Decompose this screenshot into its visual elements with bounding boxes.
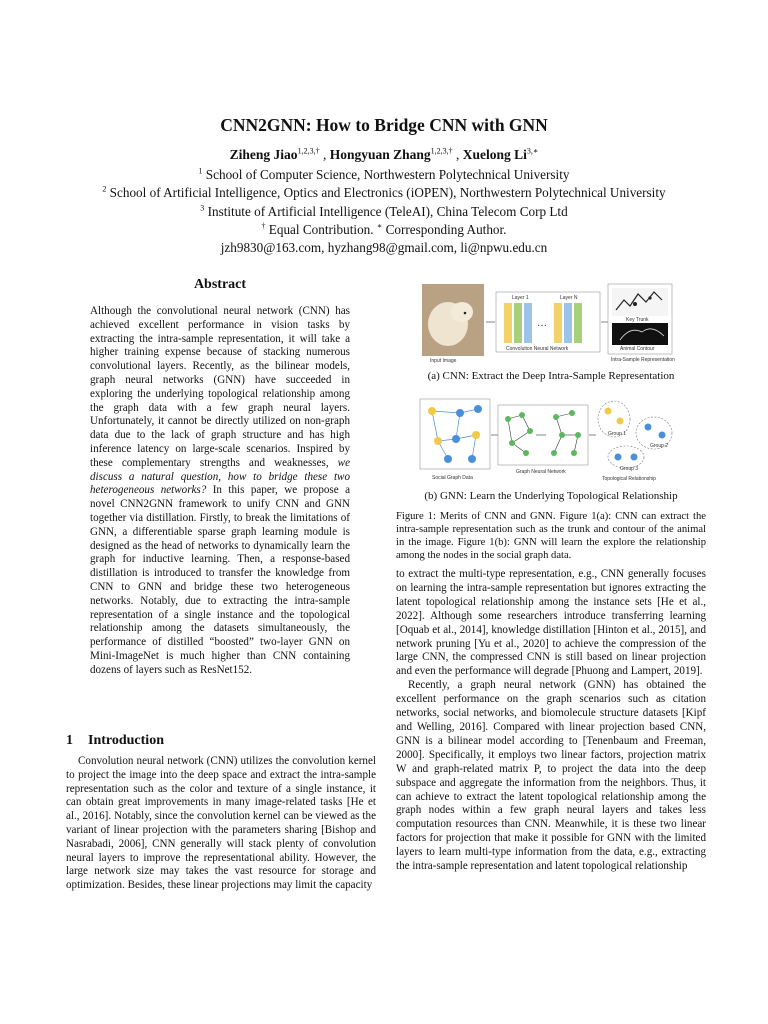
abstract-body (90, 305, 350, 678)
conv-layer (524, 303, 532, 343)
figure-1a (420, 280, 676, 366)
figure-1b-caption: (b) GNN: Learn the Underlying Topological Relationship (424, 490, 678, 502)
author-sup: 3,∗ (526, 146, 539, 156)
author-sep: , (319, 147, 330, 162)
star-mark: ∗ (376, 221, 383, 231)
topological-label: Topological Relationship (602, 476, 656, 482)
abstract-heading: Abstract (193, 277, 247, 292)
person-node-icon (444, 455, 452, 463)
figure-1a-caption: (a) CNN: Extract the Deep Intra-Sample Representation (427, 370, 675, 382)
author-sup: 1,2,3,† (297, 146, 320, 156)
cnn-label: Convolution Neural Network (506, 346, 569, 352)
animal-contour-map (612, 323, 668, 345)
layerN-label: Layer N (560, 295, 578, 301)
paper-title: CNN2GNN: How to Bridge CNN with GNN (220, 115, 548, 135)
aff-sup: 1 (198, 166, 203, 176)
author-sup: 1,2,3,† (430, 146, 453, 156)
person-node-icon (474, 405, 482, 413)
conv-layer (514, 303, 522, 343)
person-node-icon (456, 409, 464, 417)
author-name: Xuelong Li (462, 147, 527, 162)
affiliation-1 (0, 166, 768, 183)
person-node-icon (472, 431, 480, 439)
input-image-label: Input Image (430, 358, 457, 364)
key-trunk-map (612, 288, 668, 316)
person-node-icon (434, 437, 442, 445)
conv-layer (554, 303, 562, 343)
animal-contour-label: Animal Contour (620, 346, 655, 352)
abstract-italic: we discuss a natural question, how to bridge these two heterogeneous networks? (90, 456, 350, 497)
aff-sup: 2 (102, 184, 107, 194)
conv-layer (564, 303, 572, 343)
figure-1-caption: Figure 1: Merits of CNN and GNN. Figure 1(a): CNN can extract the intra-sample representation such as the trunk and contour of the animal in the image. Figure 1(b): GNN will learn the explore the relationship among the nodes in the social graph data. (396, 511, 706, 561)
intra-sample-label: Intra-Sample Representation (611, 357, 675, 363)
right-column-body (396, 568, 706, 874)
ellipsis-icon: … (537, 318, 547, 329)
paragraph: to extract the multi-type representation, e.g., CNN generally focuses on learning the intra-sample representation but ignores extracting the latent topological relationship among the instance sets [He et al., 2022]. Although some researchers introduce transferring learning [Oquab et al., 2014], knowledge distillation [Hinton et al., 2015], and network pruning [Yu et al., 2020] to achieve the compression of the large CNN, the compressed CNN is still based on linear projection and even the performance will degrade [Phuong and Lampert, 2019]. (396, 568, 706, 678)
person-node-icon (452, 435, 460, 443)
group-1-label: Group 1 (608, 431, 627, 437)
gnn-label: Graph Neural Network (516, 469, 566, 475)
author-emails: jzh9830@163.com, hyzhang98@gmail.com, li@npwu.edu.cn (220, 240, 548, 255)
paragraph: Recently, a graph neural network (GNN) has obtained the excellent performance on the graph scenarios such as citation networks, social networks, and biomolecule structure datasets [Kipf and Welling, 2016]. Compared with linear projection based CNN, GNN is a bilinear model according to [Tenenbaum and Freeman, 2000]. Specifically, it employs two linear factors, projection matrix W and graph-related matrix P, to project the data into the deep subspace and aggregate the information from the neighbors. Thus, it can achieve to extract the latent topological relationship among the graph nodes within a few graph neural layers and takes less computation resources than CNN. Meanwhile, it is these two linear factors for projection that make it possible for GNN with the limited layers to learn multi-type information from the data, e.g., extracting the intra-sample representation and latent topological relationship (396, 679, 706, 873)
introduction-text: Convolution neural network (CNN) utilizes the convolution kernel to project the image into the deep space and extract the intra-sample representation such as the color and texture of a single instance, it can obtain great improvements in many image-related tasks [He et al., 2016]. Notably, since the convolution kernel can be viewed as the variant of linear projection with the parameters sharing [Bishop and Nasrabadi, 2006], CNN generally will stack plenty of convolution neural layers to improve the representational ability. However, the large network size may takes the vast resource for storage and optimization. Besides, these linear projections may limit the capacity (66, 755, 376, 892)
conv-layer (504, 303, 512, 343)
affiliation-2 (0, 184, 768, 201)
equal-contribution: Equal Contribution. (268, 222, 374, 237)
section-heading (66, 733, 164, 749)
author-list (0, 147, 768, 163)
corresponding-author: Corresponding Author. (385, 222, 507, 237)
conv-layer (574, 303, 582, 343)
contribution-note (0, 221, 768, 238)
section-number: 1 (66, 733, 73, 748)
group-3-label: Group 3 (620, 466, 639, 472)
group-3-ellipse (608, 446, 644, 468)
aff-text: Institute of Artificial Intelligence (TeleAI), China Telecom Corp Ltd (207, 204, 568, 219)
group-2-label: Group 2 (650, 443, 669, 449)
abstract-text: In this paper, we propose a novel CNN2GNN framework to unify CNN and GNN together via distillation. Firstly, to break the limitations of GNN, a differentiable sparse graph learning module is designed as the head of networks to dynamically learn the graph for inductive learning. Then, a response-based distillation is introduced to transfer the knowledge from CNN to GNN and bridge these two heterogeneous networks. Notably, due to extracting the intra-sample representation of a single instance and the topological relationship among the datasets simultaneously, the performance of distilled “boosted” two-layer GNN on Mini-ImageNet is much higher than CNN containing dozens of layers such as ResNet152. (90, 484, 351, 676)
key-trunk-label: Key Trunk (626, 317, 649, 323)
abstract-text: Although the convolutional neural network (CNN) has achieved excellent performance in vision tasks by extracting the intra-sample representation, it will take a higher training expense because of stacking numerous convolutional layers. Recently, as the bilinear models, graph neural networks (GNN) have succeeded in exploring the underlying topological relationship among the graph data with a few graph neural layers. Unfortunately, it cannot be directly utilized on non-graph data due to the lack of graph structure and has high inference latency on large-scale scenarios. Inspired by these complementary strengths and weaknesses, (90, 305, 350, 469)
aff-text: School of Artificial Intelligence, Optics and Electronics (iOPEN), Northwestern Polytechnical University (109, 185, 666, 200)
person-node-icon (428, 407, 436, 415)
affiliation-3 (0, 203, 768, 220)
dagger-mark: † (261, 221, 266, 231)
aff-text: School of Computer Science, Northwestern Polytechnical University (205, 167, 570, 182)
section-title: Introduction (88, 733, 164, 748)
person-node-icon (468, 455, 476, 463)
author-name: Hongyuan Zhang (329, 147, 431, 162)
author-sep: , (452, 147, 463, 162)
author-name: Ziheng Jiao (229, 147, 298, 162)
social-graph-label: Social Graph Data (432, 475, 473, 481)
aff-sup: 3 (200, 203, 205, 213)
layer1-label: Layer 1 (512, 295, 529, 301)
dog-head-icon (451, 302, 473, 322)
figure-1b (418, 395, 676, 485)
